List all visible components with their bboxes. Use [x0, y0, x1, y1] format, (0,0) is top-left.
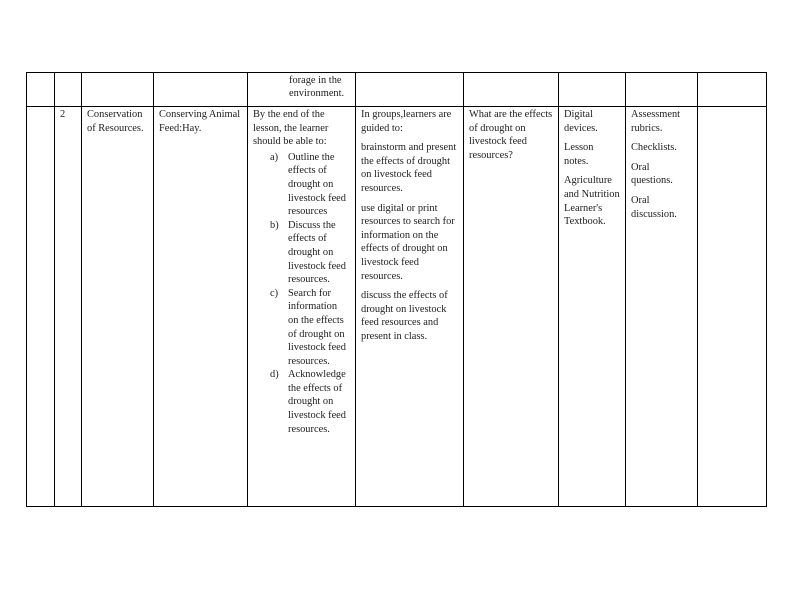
table-row [27, 107, 767, 507]
table-row [27, 73, 767, 107]
learning-experiences-cell: In groups,learners are guided to: brainstorm and present the effects of drought on livestock feed resources. use digital or print resources to search for information on the effects of drought on livestock feed resources. discuss the effects of drought on livestock feed resources and present in class. [356, 107, 464, 507]
list-item: b) Discuss the effects of drought on livestock feed resources. [270, 219, 346, 286]
lesson-plan-table [26, 72, 767, 507]
reflection-cell [698, 107, 767, 507]
objectives-cell [248, 73, 356, 107]
sub-strand-cell: Conserving Animal Feed:Hay. [154, 107, 248, 507]
inquiry-question-cell: What are the effects of drought on livestock feed resources? [464, 107, 559, 507]
list-item: c) Search for information on the effects of drought on livestock feed resources. [270, 287, 346, 367]
objectives-intro: By the end of the lesson, the learner should be able to: [253, 109, 329, 148]
week-cell: 2 [55, 107, 82, 507]
list-item: a) Outline the effects of drought on livestock feed resources [270, 151, 346, 218]
objectives-cell [248, 107, 356, 507]
resources-cell: Digital devices. Lesson notes. Agriculture and Nutrition Learner's Textbook. [559, 107, 626, 507]
assessment-cell: Assessment rubrics. Checklists. Oral questions. Oral discussion. [626, 107, 698, 507]
strand-cell: Conservation of Resources. [82, 107, 154, 507]
text-line: environment. [289, 88, 345, 99]
list-item: d) Acknowledge the effects of drought on livestock feed resources. [270, 369, 346, 435]
text-line: forage in the [289, 75, 342, 86]
objectives-list [253, 151, 350, 436]
